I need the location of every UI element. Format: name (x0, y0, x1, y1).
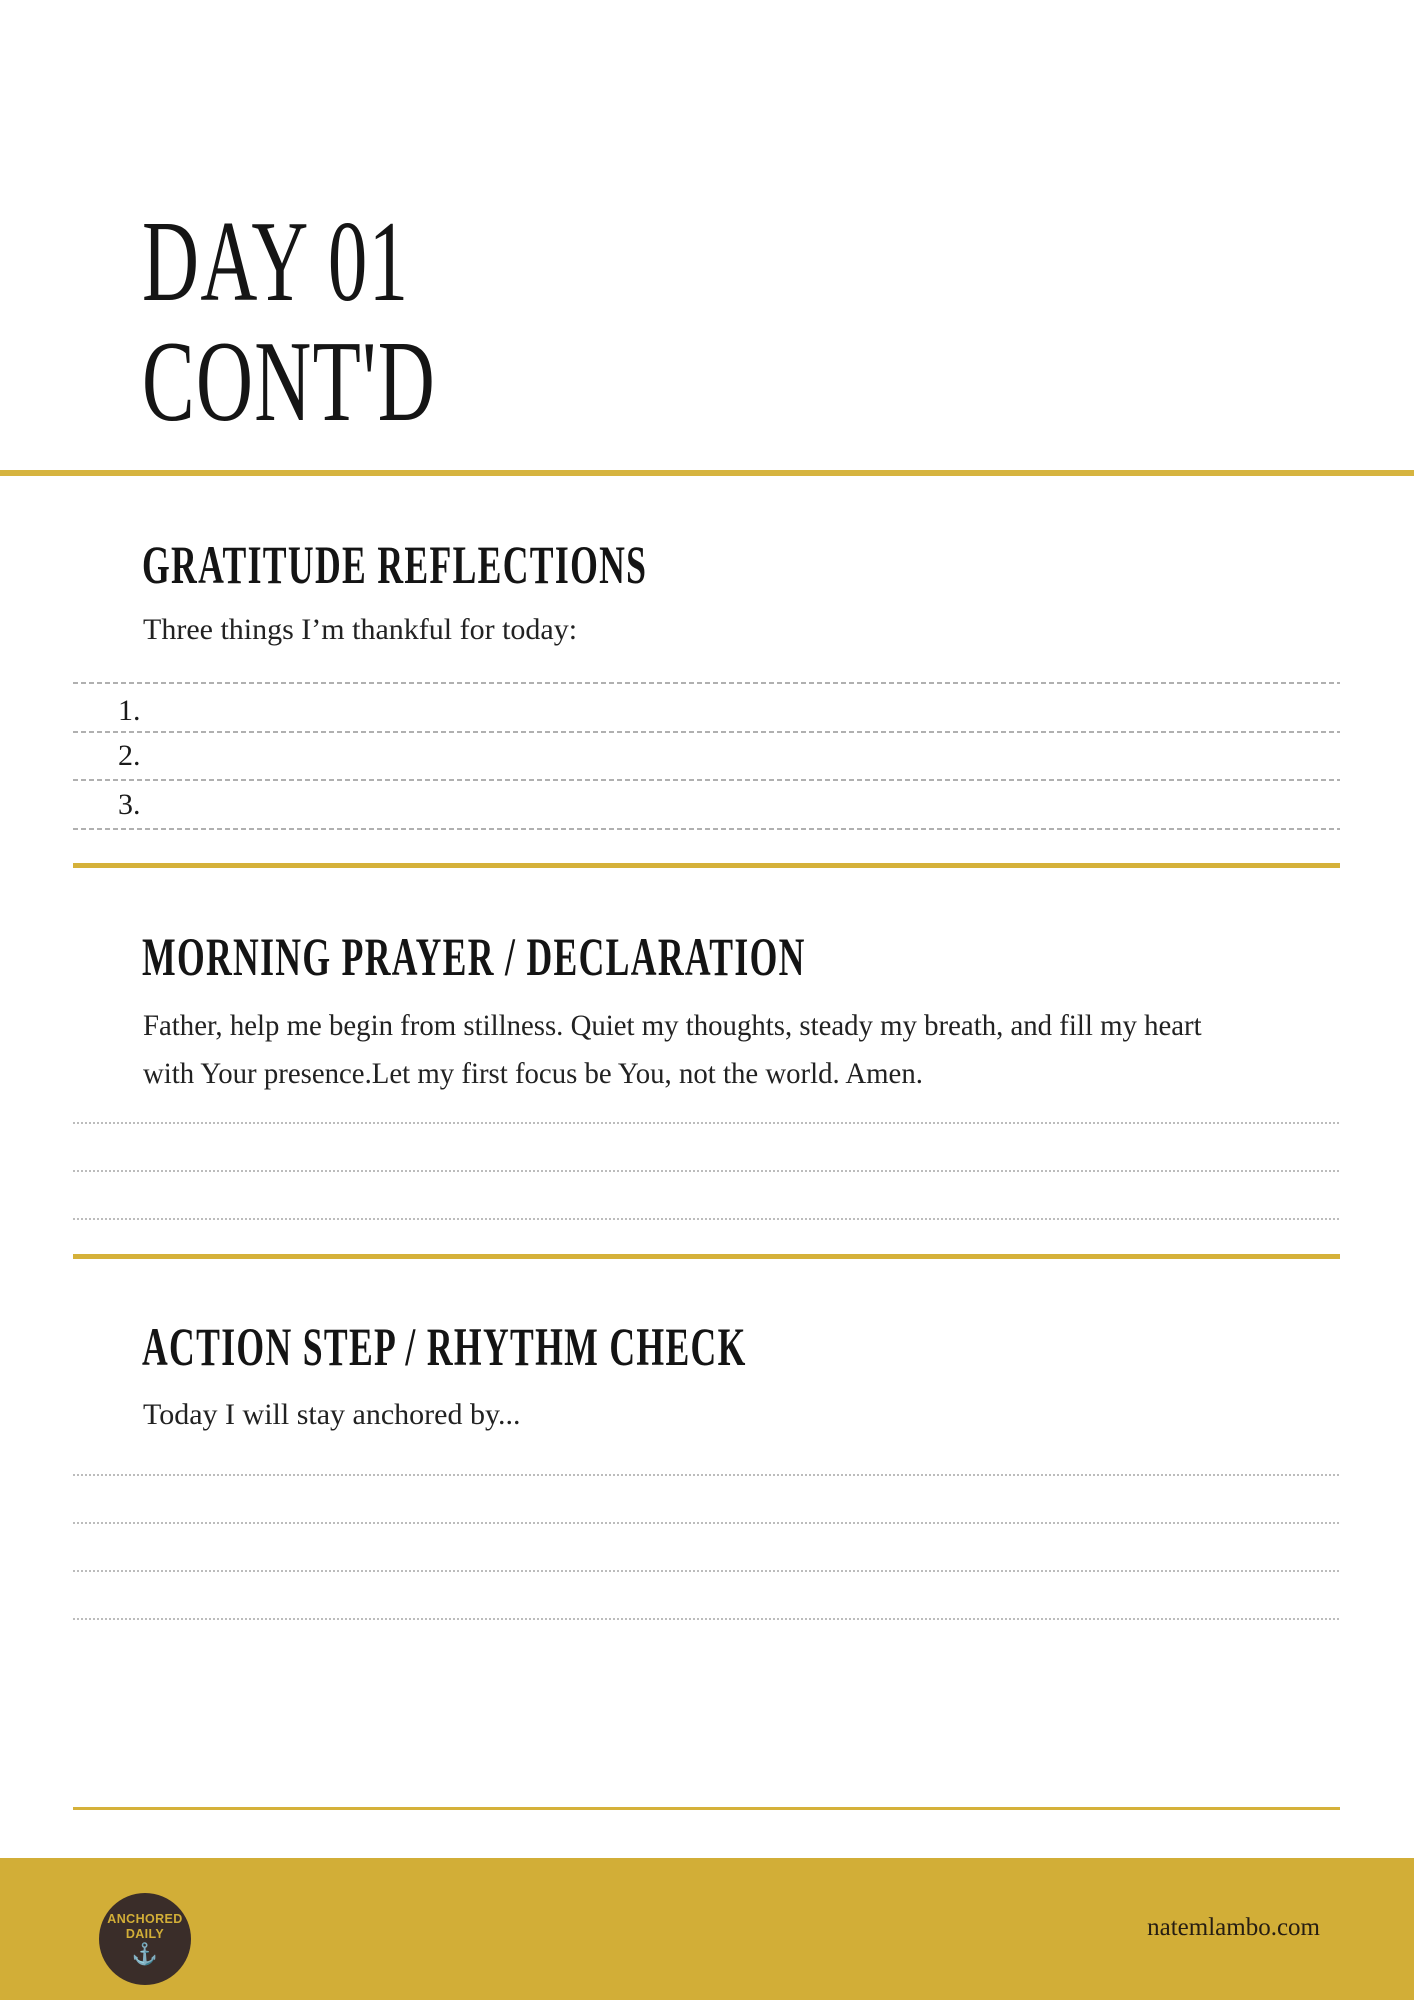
brand-logo (99, 1893, 191, 1985)
section-heading-action: ACTION STEP / RHYTHM CHECK (142, 1317, 747, 1377)
list-number-1: 1. (118, 694, 141, 727)
writing-line (73, 1570, 1340, 1572)
prayer-text-line-1: Father, help me begin from stillness. Quiet my thoughts, steady my breath, and fill my heart (143, 1009, 1202, 1042)
writing-line (73, 1170, 1340, 1172)
writing-line (73, 828, 1340, 830)
section-divider (73, 863, 1340, 868)
writing-line (73, 1522, 1340, 1524)
page-title-line-2: CONT'D (142, 318, 437, 446)
prayer-text-line-2: with Your presence.Let my first focus be You, not the world. Amen. (143, 1057, 923, 1090)
writing-line (73, 1474, 1340, 1476)
writing-line (73, 1122, 1340, 1124)
section-heading-prayer: MORNING PRAYER / DECLARATION (142, 927, 806, 987)
anchor-icon: ⚓ (131, 1943, 159, 1966)
list-number-2: 2. (118, 739, 141, 772)
gratitude-prompt: Three things I’m thankful for today: (143, 613, 578, 646)
footer-band (0, 1858, 1414, 2000)
section-heading-gratitude: GRATITUDE REFLECTIONS (142, 535, 648, 595)
top-accent-rule (0, 470, 1414, 476)
writing-line (73, 1218, 1340, 1220)
writing-line (73, 1618, 1340, 1620)
page-title-line-1: DAY 01 (142, 198, 410, 326)
website-link: natemlambo.com (1147, 1914, 1320, 1941)
brand-name-line-2: DAILY (125, 1927, 165, 1941)
action-prompt: Today I will stay anchored by... (143, 1398, 521, 1431)
section-divider (73, 1254, 1340, 1259)
writing-line (73, 682, 1340, 684)
prefooter-rule (73, 1807, 1340, 1810)
page-title (142, 198, 437, 446)
list-number-3: 3. (118, 788, 141, 821)
prayer-text (143, 1002, 1202, 1098)
writing-line (73, 779, 1340, 781)
writing-line (73, 731, 1340, 733)
brand-name-line-1: ANCHORED (107, 1912, 183, 1926)
